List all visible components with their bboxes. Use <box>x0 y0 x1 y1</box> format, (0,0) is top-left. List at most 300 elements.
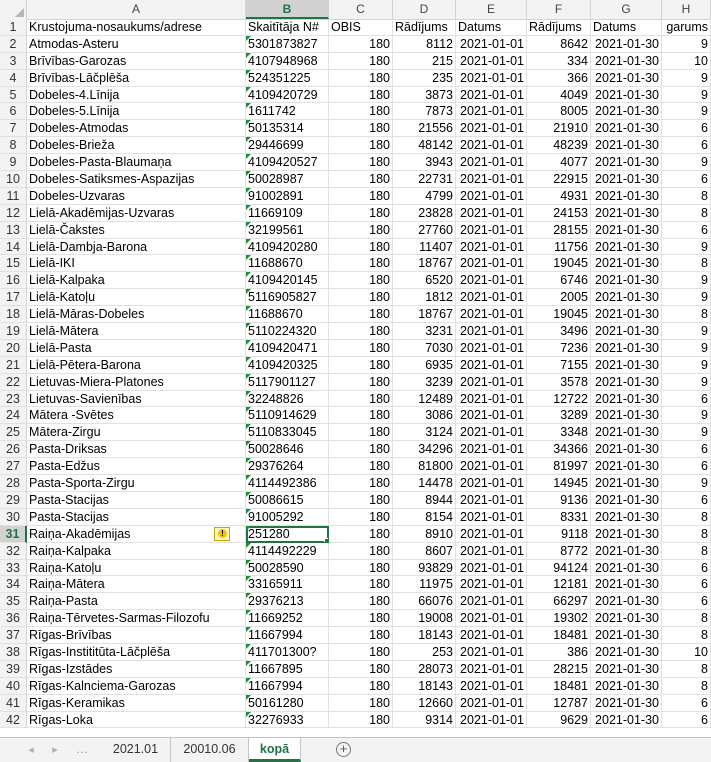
cell-f8[interactable]: 48239 <box>527 137 591 154</box>
row-header[interactable]: 18 <box>0 306 27 323</box>
cell-g9[interactable]: 2021-01-30 <box>591 154 662 171</box>
column-header-d[interactable]: D <box>393 0 456 19</box>
cell-h12[interactable]: 8 <box>662 205 711 222</box>
cell-c17[interactable]: 180 <box>329 289 393 306</box>
cell-h41[interactable]: 6 <box>662 695 711 712</box>
cell-a5[interactable]: Dobeles-4.Līnija <box>27 87 246 104</box>
cell-f36[interactable]: 19302 <box>527 610 591 627</box>
cell-f20[interactable]: 7236 <box>527 340 591 357</box>
cell-d38[interactable]: 253 <box>393 644 456 661</box>
cell-c29[interactable]: 180 <box>329 492 393 509</box>
cell-d25[interactable]: 3124 <box>393 424 456 441</box>
row-header[interactable]: 11 <box>0 188 27 205</box>
cell-c8[interactable]: 180 <box>329 137 393 154</box>
cell-e37[interactable]: 2021-01-01 <box>456 627 527 644</box>
cell-f41[interactable]: 12787 <box>527 695 591 712</box>
cell-b8[interactable]: 29446699 <box>246 137 329 154</box>
cell-d7[interactable]: 21556 <box>393 120 456 137</box>
cell-c37[interactable]: 180 <box>329 627 393 644</box>
cell-b18[interactable]: 11688670 <box>246 306 329 323</box>
cell-h3[interactable]: 10 <box>662 53 711 70</box>
cell-h23[interactable]: 6 <box>662 391 711 408</box>
cell-h34[interactable]: 6 <box>662 576 711 593</box>
cell-h4[interactable]: 9 <box>662 70 711 87</box>
cell-b33[interactable]: 50028590 <box>246 560 329 577</box>
cell-f5[interactable]: 4049 <box>527 87 591 104</box>
cell-d2[interactable]: 8112 <box>393 36 456 53</box>
cell-c27[interactable]: 180 <box>329 458 393 475</box>
sheet-tab-2021-01[interactable]: 2021.01 <box>101 738 171 762</box>
cell-e1[interactable]: Datums <box>456 19 527 36</box>
cell-d14[interactable]: 11407 <box>393 239 456 256</box>
cell-e16[interactable]: 2021-01-01 <box>456 272 527 289</box>
cell-g6[interactable]: 2021-01-30 <box>591 103 662 120</box>
cell-c40[interactable]: 180 <box>329 678 393 695</box>
cell-a13[interactable]: Lielā-Čakstes <box>27 222 246 239</box>
cell-e33[interactable]: 2021-01-01 <box>456 560 527 577</box>
cell-a17[interactable]: Lielā-Katoļu <box>27 289 246 306</box>
cell-a19[interactable]: Lielā-Mātera <box>27 323 246 340</box>
cell-a42[interactable]: Rīgas-Loka <box>27 712 246 729</box>
cell-f29[interactable]: 9136 <box>527 492 591 509</box>
cell-c13[interactable]: 180 <box>329 222 393 239</box>
row-header[interactable]: 30 <box>0 509 27 526</box>
add-sheet-icon[interactable]: + <box>336 742 351 757</box>
cell-a29[interactable]: Pasta-Stacijas <box>27 492 246 509</box>
cell-h30[interactable]: 8 <box>662 509 711 526</box>
cell-f2[interactable]: 8642 <box>527 36 591 53</box>
cell-f34[interactable]: 12181 <box>527 576 591 593</box>
cell-e6[interactable]: 2021-01-01 <box>456 103 527 120</box>
cell-c42[interactable]: 180 <box>329 712 393 729</box>
cell-e32[interactable]: 2021-01-01 <box>456 543 527 560</box>
cell-g37[interactable]: 2021-01-30 <box>591 627 662 644</box>
cell-f27[interactable]: 81997 <box>527 458 591 475</box>
cell-a37[interactable]: Rīgas-Brīvības <box>27 627 246 644</box>
cell-c18[interactable]: 180 <box>329 306 393 323</box>
cell-a21[interactable]: Lielā-Pētera-Barona <box>27 357 246 374</box>
cell-b37[interactable]: 11667994 <box>246 627 329 644</box>
cell-d9[interactable]: 3943 <box>393 154 456 171</box>
more-tabs-icon[interactable]: … <box>76 742 88 756</box>
row-header[interactable]: 13 <box>0 222 27 239</box>
cell-d29[interactable]: 8944 <box>393 492 456 509</box>
cell-f14[interactable]: 11756 <box>527 239 591 256</box>
column-header-f[interactable]: F <box>527 0 591 19</box>
cell-a23[interactable]: Lietuvas-Savienības <box>27 391 246 408</box>
cell-h39[interactable]: 8 <box>662 661 711 678</box>
cell-e2[interactable]: 2021-01-01 <box>456 36 527 53</box>
cell-g26[interactable]: 2021-01-30 <box>591 441 662 458</box>
row-header[interactable]: 21 <box>0 357 27 374</box>
cell-b25[interactable]: 5110833045 <box>246 424 329 441</box>
cell-f18[interactable]: 19045 <box>527 306 591 323</box>
cell-h19[interactable]: 9 <box>662 323 711 340</box>
cell-h13[interactable]: 6 <box>662 222 711 239</box>
cell-d11[interactable]: 4799 <box>393 188 456 205</box>
row-header[interactable]: 9 <box>0 154 27 171</box>
cell-c16[interactable]: 180 <box>329 272 393 289</box>
cell-f4[interactable]: 366 <box>527 70 591 87</box>
cell-d12[interactable]: 23828 <box>393 205 456 222</box>
cell-g5[interactable]: 2021-01-30 <box>591 87 662 104</box>
cell-d16[interactable]: 6520 <box>393 272 456 289</box>
cell-a36[interactable]: Raiņa-Tērvetes-Sarmas-Filozofu <box>27 610 246 627</box>
cell-g23[interactable]: 2021-01-30 <box>591 391 662 408</box>
column-header-h[interactable]: H <box>662 0 711 19</box>
row-header[interactable]: 38 <box>0 644 27 661</box>
cell-e30[interactable]: 2021-01-01 <box>456 509 527 526</box>
cell-g32[interactable]: 2021-01-30 <box>591 543 662 560</box>
cell-b15[interactable]: 11688670 <box>246 255 329 272</box>
cell-c14[interactable]: 180 <box>329 239 393 256</box>
cell-g28[interactable]: 2021-01-30 <box>591 475 662 492</box>
cell-g21[interactable]: 2021-01-30 <box>591 357 662 374</box>
cell-d22[interactable]: 3239 <box>393 374 456 391</box>
cell-b26[interactable]: 50028646 <box>246 441 329 458</box>
cell-c35[interactable]: 180 <box>329 593 393 610</box>
cell-e35[interactable]: 2021-01-01 <box>456 593 527 610</box>
cell-d24[interactable]: 3086 <box>393 407 456 424</box>
cell-d4[interactable]: 235 <box>393 70 456 87</box>
cell-f40[interactable]: 18481 <box>527 678 591 695</box>
cell-e22[interactable]: 2021-01-01 <box>456 374 527 391</box>
cell-g30[interactable]: 2021-01-30 <box>591 509 662 526</box>
cell-h25[interactable]: 9 <box>662 424 711 441</box>
cell-d34[interactable]: 11975 <box>393 576 456 593</box>
cell-f32[interactable]: 8772 <box>527 543 591 560</box>
row-header[interactable]: 25 <box>0 424 27 441</box>
scroll-tabs-right-icon[interactable]: ▸ <box>52 744 58 756</box>
cell-a15[interactable]: Lielā-IKI <box>27 255 246 272</box>
cell-g17[interactable]: 2021-01-30 <box>591 289 662 306</box>
row-header[interactable]: 20 <box>0 340 27 357</box>
cell-h16[interactable]: 9 <box>662 272 711 289</box>
cell-b11[interactable]: 91002891 <box>246 188 329 205</box>
cell-b40[interactable]: 11667994 <box>246 678 329 695</box>
cell-a41[interactable]: Rīgas-Keramikas <box>27 695 246 712</box>
row-header[interactable]: 28 <box>0 475 27 492</box>
cell-g31[interactable]: 2021-01-30 <box>591 526 662 543</box>
row-header[interactable]: 32 <box>0 543 27 560</box>
cell-a39[interactable]: Rīgas-Izstādes <box>27 661 246 678</box>
cell-b27[interactable]: 29376264 <box>246 458 329 475</box>
cell-c38[interactable]: 180 <box>329 644 393 661</box>
row-header[interactable]: 41 <box>0 695 27 712</box>
cell-d8[interactable]: 48142 <box>393 137 456 154</box>
cell-a12[interactable]: Lielā-Akadēmijas-Uzvaras <box>27 205 246 222</box>
cell-f30[interactable]: 8331 <box>527 509 591 526</box>
cell-a32[interactable]: Raiņa-Kalpaka <box>27 543 246 560</box>
cell-b3[interactable]: 4107948968 <box>246 53 329 70</box>
cell-d36[interactable]: 19008 <box>393 610 456 627</box>
cell-h9[interactable]: 9 <box>662 154 711 171</box>
row-header[interactable]: 19 <box>0 323 27 340</box>
cell-a31[interactable]: Raiņa-Akadēmijas <box>27 526 246 543</box>
row-header[interactable]: 24 <box>0 407 27 424</box>
cell-e27[interactable]: 2021-01-01 <box>456 458 527 475</box>
cell-e31[interactable]: 2021-01-01 <box>456 526 527 543</box>
cell-e38[interactable]: 2021-01-01 <box>456 644 527 661</box>
cell-c2[interactable]: 180 <box>329 36 393 53</box>
cell-g27[interactable]: 2021-01-30 <box>591 458 662 475</box>
row-header[interactable]: 16 <box>0 272 27 289</box>
row-header[interactable]: 26 <box>0 441 27 458</box>
cell-c31[interactable]: 180 <box>329 526 393 543</box>
row-header[interactable]: 7 <box>0 120 27 137</box>
sheet-tab-kopa[interactable]: kopā <box>249 738 301 762</box>
cell-h37[interactable]: 8 <box>662 627 711 644</box>
cell-c5[interactable]: 180 <box>329 87 393 104</box>
cell-d20[interactable]: 7030 <box>393 340 456 357</box>
cell-d3[interactable]: 215 <box>393 53 456 70</box>
cell-c23[interactable]: 180 <box>329 391 393 408</box>
cell-b36[interactable]: 11669252 <box>246 610 329 627</box>
cell-f38[interactable]: 386 <box>527 644 591 661</box>
cell-b17[interactable]: 5116905827 <box>246 289 329 306</box>
cell-a2[interactable]: Atmodas-Asteru <box>27 36 246 53</box>
cell-a8[interactable]: Dobeles-Brieža <box>27 137 246 154</box>
cell-g15[interactable]: 2021-01-30 <box>591 255 662 272</box>
cell-d13[interactable]: 27760 <box>393 222 456 239</box>
cell-b6[interactable]: 1611742 <box>246 103 329 120</box>
cell-e12[interactable]: 2021-01-01 <box>456 205 527 222</box>
cell-c10[interactable]: 180 <box>329 171 393 188</box>
cell-d10[interactable]: 22731 <box>393 171 456 188</box>
row-header[interactable]: 37 <box>0 627 27 644</box>
row-header[interactable]: 2 <box>0 36 27 53</box>
cell-b10[interactable]: 50028987 <box>246 171 329 188</box>
cell-b30[interactable]: 91005292 <box>246 509 329 526</box>
row-header[interactable]: 12 <box>0 205 27 222</box>
cell-d35[interactable]: 66076 <box>393 593 456 610</box>
cell-e39[interactable]: 2021-01-01 <box>456 661 527 678</box>
cell-c7[interactable]: 180 <box>329 120 393 137</box>
cell-c26[interactable]: 180 <box>329 441 393 458</box>
cell-a22[interactable]: Lietuvas-Miera-Platones <box>27 374 246 391</box>
cell-h20[interactable]: 9 <box>662 340 711 357</box>
cell-f21[interactable]: 7155 <box>527 357 591 374</box>
cell-a14[interactable]: Lielā-Dambja-Barona <box>27 239 246 256</box>
cell-b39[interactable]: 11667895 <box>246 661 329 678</box>
cell-h5[interactable]: 9 <box>662 87 711 104</box>
cell-c34[interactable]: 180 <box>329 576 393 593</box>
cell-g8[interactable]: 2021-01-30 <box>591 137 662 154</box>
cell-d15[interactable]: 18767 <box>393 255 456 272</box>
cell-f19[interactable]: 3496 <box>527 323 591 340</box>
cell-a33[interactable]: Raiņa-Katoļu <box>27 560 246 577</box>
cell-a38[interactable]: Rīgas-Instititūta-Lāčplēša <box>27 644 246 661</box>
cell-f22[interactable]: 3578 <box>527 374 591 391</box>
cell-b22[interactable]: 5117901127 <box>246 374 329 391</box>
cell-e36[interactable]: 2021-01-01 <box>456 610 527 627</box>
cell-a10[interactable]: Dobeles-Satiksmes-Aspazijas <box>27 171 246 188</box>
cell-a27[interactable]: Pasta-Edžus <box>27 458 246 475</box>
cell-c11[interactable]: 180 <box>329 188 393 205</box>
cell-d42[interactable]: 9314 <box>393 712 456 729</box>
row-header[interactable]: 29 <box>0 492 27 509</box>
cell-b19[interactable]: 5110224320 <box>246 323 329 340</box>
cell-f35[interactable]: 66297 <box>527 593 591 610</box>
cell-c4[interactable]: 180 <box>329 70 393 87</box>
cell-e41[interactable]: 2021-01-01 <box>456 695 527 712</box>
cell-f17[interactable]: 2005 <box>527 289 591 306</box>
row-header[interactable]: 3 <box>0 53 27 70</box>
cell-e42[interactable]: 2021-01-01 <box>456 712 527 729</box>
row-header[interactable]: 34 <box>0 576 27 593</box>
cell-e8[interactable]: 2021-01-01 <box>456 137 527 154</box>
cell-b20[interactable]: 4109420471 <box>246 340 329 357</box>
cell-f39[interactable]: 28215 <box>527 661 591 678</box>
cell-e11[interactable]: 2021-01-01 <box>456 188 527 205</box>
cell-c1[interactable]: OBIS <box>329 19 393 36</box>
cell-h28[interactable]: 9 <box>662 475 711 492</box>
cell-c6[interactable]: 180 <box>329 103 393 120</box>
cell-g40[interactable]: 2021-01-30 <box>591 678 662 695</box>
cell-a11[interactable]: Dobeles-Uzvaras <box>27 188 246 205</box>
cell-a40[interactable]: Rīgas-Kalnciema-Garozas <box>27 678 246 695</box>
cell-d33[interactable]: 93829 <box>393 560 456 577</box>
cell-h38[interactable]: 10 <box>662 644 711 661</box>
cell-h15[interactable]: 8 <box>662 255 711 272</box>
cell-f24[interactable]: 3289 <box>527 407 591 424</box>
row-header[interactable]: 4 <box>0 70 27 87</box>
cell-d18[interactable]: 18767 <box>393 306 456 323</box>
cell-b28[interactable]: 4114492386 <box>246 475 329 492</box>
cell-b13[interactable]: 32199561 <box>246 222 329 239</box>
cell-a30[interactable]: Pasta-Stacijas <box>27 509 246 526</box>
cell-h27[interactable]: 6 <box>662 458 711 475</box>
cell-b42[interactable]: 32276933 <box>246 712 329 729</box>
cell-d40[interactable]: 18143 <box>393 678 456 695</box>
cell-g34[interactable]: 2021-01-30 <box>591 576 662 593</box>
cell-b7[interactable]: 50135314 <box>246 120 329 137</box>
cell-h42[interactable]: 6 <box>662 712 711 729</box>
cell-d28[interactable]: 14478 <box>393 475 456 492</box>
column-header-a[interactable]: A <box>27 0 246 19</box>
cell-f11[interactable]: 4931 <box>527 188 591 205</box>
row-header[interactable]: 42 <box>0 712 27 729</box>
cell-b5[interactable]: 4109420729 <box>246 87 329 104</box>
cell-d39[interactable]: 28073 <box>393 661 456 678</box>
cell-d17[interactable]: 1812 <box>393 289 456 306</box>
cell-a35[interactable]: Raiņa-Pasta <box>27 593 246 610</box>
cell-c28[interactable]: 180 <box>329 475 393 492</box>
row-header[interactable]: 14 <box>0 239 27 256</box>
cell-h14[interactable]: 9 <box>662 239 711 256</box>
cell-a24[interactable]: Mātera -Svētes <box>27 407 246 424</box>
cell-b4[interactable]: 524351225 <box>246 70 329 87</box>
cell-g29[interactable]: 2021-01-30 <box>591 492 662 509</box>
cell-b38[interactable]: 411701300? <box>246 644 329 661</box>
cell-g24[interactable]: 2021-01-30 <box>591 407 662 424</box>
cell-g14[interactable]: 2021-01-30 <box>591 239 662 256</box>
cell-d6[interactable]: 7873 <box>393 103 456 120</box>
cell-c3[interactable]: 180 <box>329 53 393 70</box>
cell-f37[interactable]: 18481 <box>527 627 591 644</box>
cell-f33[interactable]: 94124 <box>527 560 591 577</box>
cell-a34[interactable]: Raiņa-Mātera <box>27 576 246 593</box>
cell-c24[interactable]: 180 <box>329 407 393 424</box>
cell-e15[interactable]: 2021-01-01 <box>456 255 527 272</box>
cell-e20[interactable]: 2021-01-01 <box>456 340 527 357</box>
cell-g18[interactable]: 2021-01-30 <box>591 306 662 323</box>
cell-f25[interactable]: 3348 <box>527 424 591 441</box>
cell-c12[interactable]: 180 <box>329 205 393 222</box>
cell-b29[interactable]: 50086615 <box>246 492 329 509</box>
cell-a1[interactable]: Krustojuma-nosaukums/adrese <box>27 19 246 36</box>
cell-f9[interactable]: 4077 <box>527 154 591 171</box>
row-header[interactable]: 40 <box>0 678 27 695</box>
scroll-tabs-left-icon[interactable]: ◂ <box>28 744 34 756</box>
row-header[interactable]: 36 <box>0 610 27 627</box>
cell-d5[interactable]: 3873 <box>393 87 456 104</box>
cell-e18[interactable]: 2021-01-01 <box>456 306 527 323</box>
cell-h10[interactable]: 6 <box>662 171 711 188</box>
cell-h17[interactable]: 9 <box>662 289 711 306</box>
select-all-corner[interactable] <box>0 0 27 19</box>
cell-c36[interactable]: 180 <box>329 610 393 627</box>
cell-e29[interactable]: 2021-01-01 <box>456 492 527 509</box>
cell-f42[interactable]: 9629 <box>527 712 591 729</box>
cell-h24[interactable]: 9 <box>662 407 711 424</box>
cell-h11[interactable]: 8 <box>662 188 711 205</box>
cell-b24[interactable]: 5110914629 <box>246 407 329 424</box>
row-header[interactable]: 15 <box>0 255 27 272</box>
cell-e4[interactable]: 2021-01-01 <box>456 70 527 87</box>
cell-g22[interactable]: 2021-01-30 <box>591 374 662 391</box>
cell-a6[interactable]: Dobeles-5.Līnija <box>27 103 246 120</box>
cell-d37[interactable]: 18143 <box>393 627 456 644</box>
cell-a18[interactable]: Lielā-Māras-Dobeles <box>27 306 246 323</box>
row-header[interactable]: 5 <box>0 87 27 104</box>
cell-h33[interactable]: 6 <box>662 560 711 577</box>
cell-e19[interactable]: 2021-01-01 <box>456 323 527 340</box>
cell-d21[interactable]: 6935 <box>393 357 456 374</box>
row-header[interactable]: 31 <box>0 526 27 543</box>
row-header[interactable]: 35 <box>0 593 27 610</box>
cell-g7[interactable]: 2021-01-30 <box>591 120 662 137</box>
row-header[interactable]: 22 <box>0 374 27 391</box>
cell-e34[interactable]: 2021-01-01 <box>456 576 527 593</box>
cell-g11[interactable]: 2021-01-30 <box>591 188 662 205</box>
cell-f26[interactable]: 34366 <box>527 441 591 458</box>
cell-e28[interactable]: 2021-01-01 <box>456 475 527 492</box>
cell-b2[interactable]: 5301873827 <box>246 36 329 53</box>
cell-g12[interactable]: 2021-01-30 <box>591 205 662 222</box>
column-header-g[interactable]: G <box>591 0 662 19</box>
cell-b34[interactable]: 33165911 <box>246 576 329 593</box>
cell-b1[interactable]: Skaitītāja N# <box>246 19 329 36</box>
column-header-b[interactable]: B <box>246 0 329 19</box>
row-header[interactable]: 10 <box>0 171 27 188</box>
error-warning-icon[interactable] <box>214 527 230 541</box>
cell-h40[interactable]: 8 <box>662 678 711 695</box>
cell-h22[interactable]: 9 <box>662 374 711 391</box>
cell-f31[interactable]: 9118 <box>527 526 591 543</box>
cell-b35[interactable]: 29376213 <box>246 593 329 610</box>
cell-f1[interactable]: Rādījums <box>527 19 591 36</box>
column-header-c[interactable]: C <box>329 0 393 19</box>
cell-g13[interactable]: 2021-01-30 <box>591 222 662 239</box>
cell-a4[interactable]: Brīvības-Lāčplēša <box>27 70 246 87</box>
cell-e7[interactable]: 2021-01-01 <box>456 120 527 137</box>
cell-b16[interactable]: 4109420145 <box>246 272 329 289</box>
sheet-tab-20010-06[interactable]: 20010.06 <box>171 738 249 762</box>
cell-e13[interactable]: 2021-01-01 <box>456 222 527 239</box>
cell-h18[interactable]: 8 <box>662 306 711 323</box>
cell-d27[interactable]: 81800 <box>393 458 456 475</box>
